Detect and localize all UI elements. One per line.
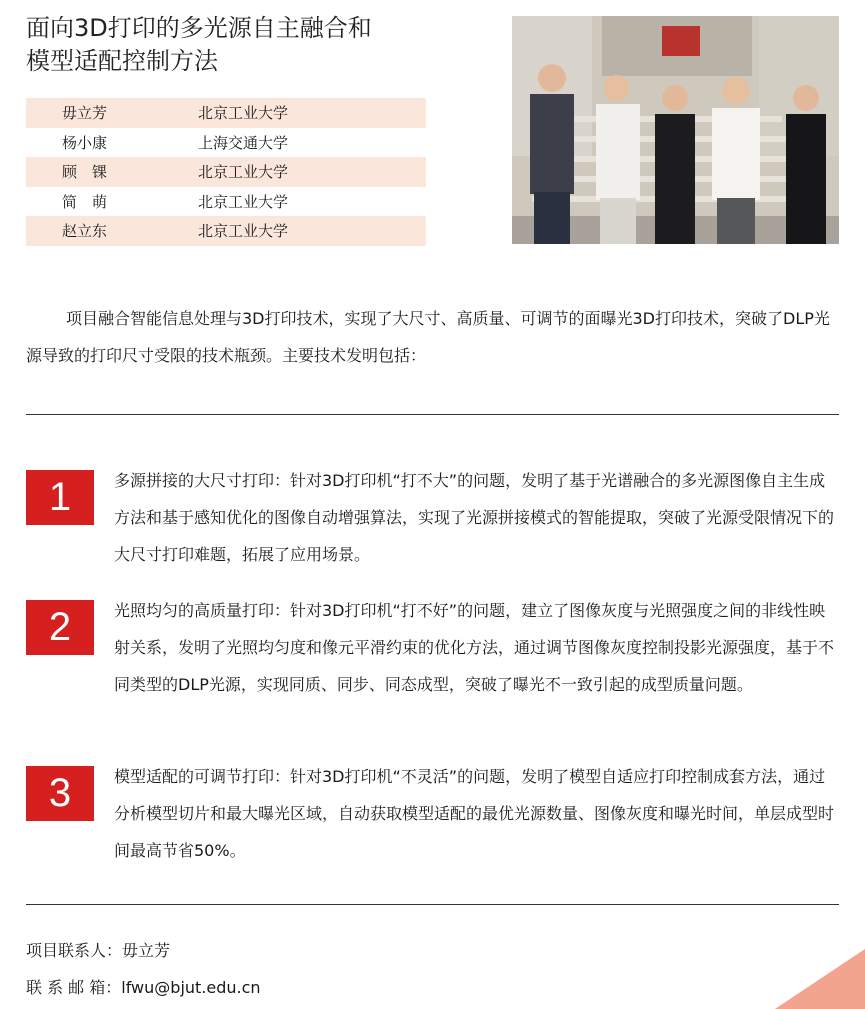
member-org: 北京工业大学 [198, 104, 289, 123]
team-row [26, 216, 426, 246]
invention-number: 1 [26, 470, 94, 525]
contact-email: 联 系 邮 箱：lfwu@bjut.edu.cn [26, 978, 261, 997]
divider [26, 414, 839, 415]
team-table [26, 98, 426, 246]
team-row [26, 98, 426, 128]
team-photo-illustration [512, 16, 839, 244]
member-name: 简 萌 [62, 192, 108, 211]
invention-text: 光照均匀的高质量打印：针对3D打印机“打不好”的问题，建立了图像灰度与光照强度之间的非线性映射关系，发明了光照均匀度和像元平滑约束的优化方法，通过调节图像灰度控制投影光源强度，基于不同类型的DLP光源，实现同质、同步、同态成型，突破了曝光不一致引起的成型质量问题。 [114, 601, 835, 694]
member-name: 顾 锞 [62, 163, 108, 182]
member-name: 毋立芳 [62, 104, 108, 123]
intro-paragraph: 项目融合智能信息处理与3D打印技术，实现了大尺寸、高质量、可调节的面曝光3D打印技术，突破了DLP光源导致的打印尺寸受限的技术瓶颈。主要技术发明包括： [26, 309, 830, 365]
member-name: 杨小康 [62, 133, 108, 152]
member-org: 北京工业大学 [198, 163, 289, 182]
divider [26, 904, 839, 905]
invention-number: 3 [26, 766, 94, 821]
emblem [662, 26, 700, 56]
invention-text: 模型适配的可调节打印：针对3D打印机“不灵活”的问题，发明了模型自适应打印控制成套方法，通过分析模型切片和最大曝光区域，自动获取模型适配的最优光源数量、图像灰度和曝光时间，单层成型时间最高节省50%。 [114, 767, 835, 860]
team-photo [512, 16, 839, 244]
page-title [26, 12, 466, 78]
team-row [26, 128, 426, 158]
member-org: 上海交通大学 [198, 133, 289, 152]
member-org: 北京工业大学 [198, 222, 289, 241]
corner-decoration [755, 949, 865, 1009]
team-row [26, 187, 426, 217]
team-row [26, 157, 426, 187]
member-name: 赵立东 [62, 222, 108, 241]
member-org: 北京工业大学 [198, 192, 289, 211]
title-line: 模型适配控制方法 [26, 47, 218, 75]
title-line: 面向3D打印的多光源自主融合和 [26, 14, 372, 42]
invention-text: 多源拼接的大尺寸打印：针对3D打印机“打不大”的问题，发明了基于光谱融合的多光源图像自主生成方法和基于感知优化的图像自动增强算法，实现了光源拼接模式的智能提取，突破了光源受限情况下的大尺寸打印难题，拓展了应用场景。 [114, 471, 835, 564]
invention-number: 2 [26, 600, 94, 655]
contact-person: 项目联系人：毋立芳 [26, 941, 171, 960]
contact-block [26, 932, 261, 1006]
